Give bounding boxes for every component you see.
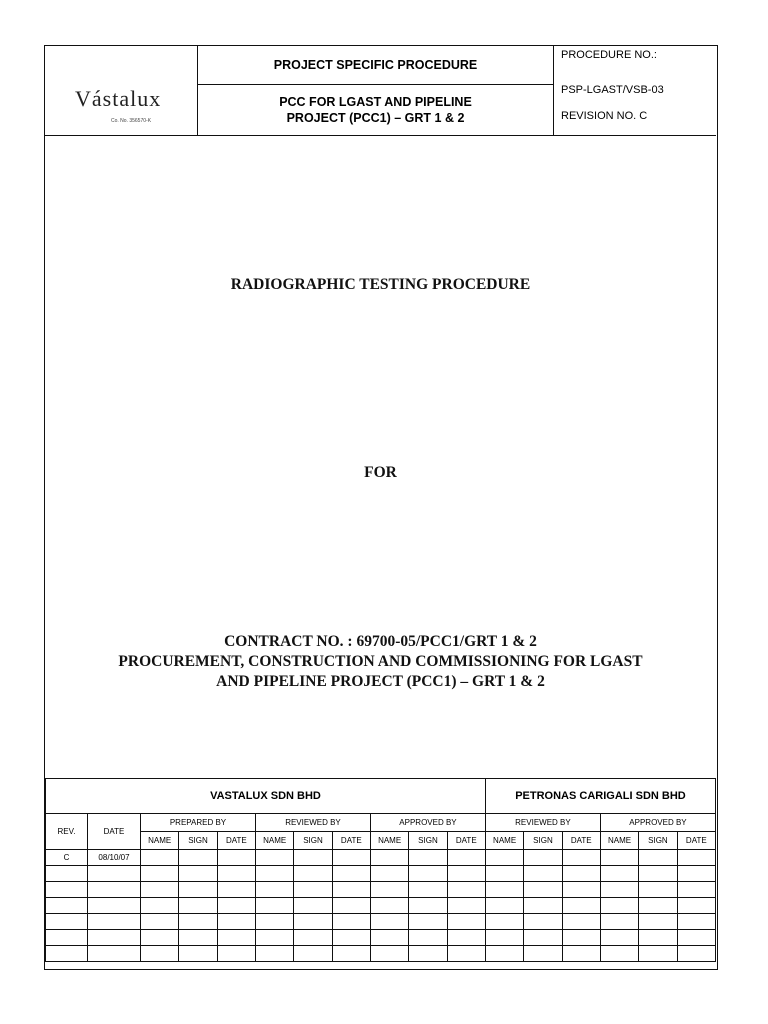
sub-header-name: NAME bbox=[370, 832, 408, 850]
group-header-approved: APPROVED BY bbox=[370, 814, 485, 832]
row-cell bbox=[524, 930, 562, 946]
procedure-type: PROJECT SPECIFIC PROCEDURE bbox=[198, 46, 553, 85]
row-cell bbox=[485, 930, 523, 946]
row-cell bbox=[332, 882, 370, 898]
row-cell bbox=[294, 866, 332, 882]
for-label: FOR bbox=[364, 464, 397, 481]
row-cell bbox=[370, 882, 408, 898]
row-cell bbox=[409, 946, 447, 962]
row-cell bbox=[332, 850, 370, 866]
row-rev bbox=[46, 882, 88, 898]
row-cell bbox=[562, 930, 600, 946]
revision-row bbox=[46, 866, 716, 882]
row-cell bbox=[677, 898, 715, 914]
row-cell bbox=[600, 898, 638, 914]
row-date bbox=[88, 946, 141, 962]
row-date bbox=[88, 930, 141, 946]
row-cell bbox=[255, 850, 293, 866]
sub-header-name: NAME bbox=[600, 832, 638, 850]
group-header-prepared: PREPARED BY bbox=[141, 814, 256, 832]
row-cell bbox=[332, 914, 370, 930]
row-cell bbox=[255, 866, 293, 882]
row-cell bbox=[447, 898, 485, 914]
sub-header-date: DATE bbox=[332, 832, 370, 850]
sub-header-name: NAME bbox=[485, 832, 523, 850]
sub-header-date: DATE bbox=[677, 832, 715, 850]
row-cell bbox=[524, 866, 562, 882]
row-cell bbox=[370, 898, 408, 914]
sub-header-date: DATE bbox=[562, 832, 600, 850]
row-cell bbox=[485, 898, 523, 914]
contract-block bbox=[45, 632, 716, 692]
row-cell bbox=[485, 914, 523, 930]
sub-header-date: DATE bbox=[447, 832, 485, 850]
row-cell bbox=[141, 850, 179, 866]
row-cell bbox=[485, 882, 523, 898]
row-cell bbox=[370, 850, 408, 866]
row-cell bbox=[217, 930, 255, 946]
row-cell bbox=[677, 914, 715, 930]
row-cell bbox=[524, 946, 562, 962]
row-cell bbox=[639, 946, 677, 962]
row-cell bbox=[600, 930, 638, 946]
row-cell bbox=[677, 946, 715, 962]
row-cell bbox=[677, 850, 715, 866]
row-cell bbox=[485, 866, 523, 882]
row-cell bbox=[600, 946, 638, 962]
sub-header-row bbox=[46, 832, 716, 850]
row-cell bbox=[217, 898, 255, 914]
revision-row bbox=[46, 914, 716, 930]
row-cell bbox=[370, 866, 408, 882]
project-title-line-2: PROJECT (PCC1) – GRT 1 & 2 bbox=[286, 111, 465, 125]
row-cell bbox=[447, 914, 485, 930]
group-header-client-approved: APPROVED BY bbox=[600, 814, 715, 832]
row-cell bbox=[370, 946, 408, 962]
row-cell bbox=[141, 914, 179, 930]
company-registration: Co. No. 356570-K bbox=[111, 118, 152, 124]
row-cell bbox=[639, 914, 677, 930]
row-cell bbox=[639, 930, 677, 946]
row-cell bbox=[294, 882, 332, 898]
row-cell bbox=[639, 866, 677, 882]
row-cell bbox=[217, 866, 255, 882]
row-cell bbox=[562, 850, 600, 866]
row-cell bbox=[677, 866, 715, 882]
row-cell bbox=[332, 866, 370, 882]
revision-row bbox=[46, 898, 716, 914]
row-cell bbox=[677, 882, 715, 898]
revision-row bbox=[46, 850, 716, 866]
row-cell bbox=[255, 930, 293, 946]
row-cell bbox=[294, 850, 332, 866]
row-cell bbox=[217, 914, 255, 930]
row-rev bbox=[46, 866, 88, 882]
row-cell bbox=[524, 914, 562, 930]
project-title-line-1: PCC FOR LGAST AND PIPELINE bbox=[279, 95, 472, 109]
row-cell bbox=[447, 850, 485, 866]
revision-number: REVISION NO. C bbox=[561, 110, 648, 122]
row-cell bbox=[141, 930, 179, 946]
sub-header-sign: SIGN bbox=[524, 832, 562, 850]
sub-header-name: NAME bbox=[141, 832, 179, 850]
company-logo: Vástalux bbox=[75, 86, 162, 111]
revision-row bbox=[46, 946, 716, 962]
row-cell bbox=[179, 898, 217, 914]
row-rev bbox=[46, 914, 88, 930]
row-cell bbox=[562, 946, 600, 962]
row-cell bbox=[562, 866, 600, 882]
row-cell bbox=[562, 914, 600, 930]
row-cell bbox=[255, 898, 293, 914]
row-rev: C bbox=[46, 850, 88, 866]
row-cell bbox=[255, 946, 293, 962]
row-cell bbox=[179, 930, 217, 946]
row-date: 08/10/07 bbox=[88, 850, 141, 866]
row-cell bbox=[141, 898, 179, 914]
row-rev bbox=[46, 930, 88, 946]
sub-header-sign: SIGN bbox=[179, 832, 217, 850]
contract-description-line-2: AND PIPELINE PROJECT (PCC1) – GRT 1 & 2 bbox=[216, 673, 545, 690]
row-rev bbox=[46, 946, 88, 962]
row-cell bbox=[141, 882, 179, 898]
sub-header-name: NAME bbox=[255, 832, 293, 850]
row-cell bbox=[255, 882, 293, 898]
sub-header-sign: SIGN bbox=[409, 832, 447, 850]
row-cell bbox=[409, 866, 447, 882]
row-cell bbox=[370, 914, 408, 930]
group-header-reviewed: REVIEWED BY bbox=[255, 814, 370, 832]
document-header bbox=[45, 46, 716, 136]
logo-cell bbox=[45, 46, 198, 135]
row-rev bbox=[46, 898, 88, 914]
row-cell bbox=[217, 882, 255, 898]
row-cell bbox=[600, 850, 638, 866]
procedure-label: PROCEDURE NO.: bbox=[561, 49, 657, 61]
title-cell bbox=[198, 46, 554, 135]
client-company: PETRONAS CARIGALI SDN BHD bbox=[485, 779, 715, 814]
row-cell bbox=[447, 866, 485, 882]
row-cell bbox=[677, 930, 715, 946]
row-cell bbox=[639, 898, 677, 914]
project-title bbox=[198, 85, 553, 135]
row-date bbox=[88, 914, 141, 930]
row-cell bbox=[179, 914, 217, 930]
row-cell bbox=[447, 930, 485, 946]
row-cell bbox=[409, 898, 447, 914]
contractor-company: VASTALUX SDN BHD bbox=[46, 779, 486, 814]
rev-header: REV. bbox=[46, 814, 88, 850]
row-cell bbox=[524, 850, 562, 866]
sub-header-sign: SIGN bbox=[294, 832, 332, 850]
row-cell bbox=[485, 946, 523, 962]
row-cell bbox=[600, 914, 638, 930]
row-cell bbox=[485, 850, 523, 866]
row-cell bbox=[294, 946, 332, 962]
row-cell bbox=[332, 930, 370, 946]
row-cell bbox=[524, 898, 562, 914]
row-cell bbox=[141, 946, 179, 962]
row-cell bbox=[217, 946, 255, 962]
signoff-table bbox=[45, 778, 716, 962]
row-cell bbox=[370, 930, 408, 946]
group-header-client-reviewed: REVIEWED BY bbox=[485, 814, 600, 832]
row-cell bbox=[294, 898, 332, 914]
date-header: DATE bbox=[88, 814, 141, 850]
document-title: RADIOGRAPHIC TESTING PROCEDURE bbox=[230, 276, 531, 293]
row-cell bbox=[639, 882, 677, 898]
contract-description-line-1: PROCUREMENT, CONSTRUCTION AND COMMISSIONING FOR LGAST bbox=[118, 653, 643, 670]
row-date bbox=[88, 882, 141, 898]
revision-row bbox=[46, 930, 716, 946]
row-cell bbox=[639, 850, 677, 866]
procedure-info-cell bbox=[554, 46, 716, 135]
document-page bbox=[44, 45, 718, 970]
row-cell bbox=[524, 882, 562, 898]
sub-header-date: DATE bbox=[217, 832, 255, 850]
row-cell bbox=[447, 946, 485, 962]
row-date bbox=[88, 866, 141, 882]
row-cell bbox=[217, 850, 255, 866]
row-cell bbox=[409, 930, 447, 946]
row-date bbox=[88, 898, 141, 914]
row-cell bbox=[179, 882, 217, 898]
row-cell bbox=[332, 946, 370, 962]
row-cell bbox=[179, 866, 217, 882]
row-cell bbox=[409, 914, 447, 930]
row-cell bbox=[409, 882, 447, 898]
row-cell bbox=[294, 930, 332, 946]
row-cell bbox=[141, 866, 179, 882]
row-cell bbox=[600, 882, 638, 898]
row-cell bbox=[409, 850, 447, 866]
row-cell bbox=[447, 882, 485, 898]
row-cell bbox=[294, 914, 332, 930]
procedure-number: PSP-LGAST/VSB-03 bbox=[561, 84, 664, 96]
contract-number: CONTRACT NO. : 69700-05/PCC1/GRT 1 & 2 bbox=[224, 633, 537, 650]
row-cell bbox=[179, 850, 217, 866]
row-cell bbox=[255, 914, 293, 930]
revision-row bbox=[46, 882, 716, 898]
row-cell bbox=[600, 866, 638, 882]
sub-header-sign: SIGN bbox=[639, 832, 677, 850]
row-cell bbox=[562, 882, 600, 898]
row-cell bbox=[179, 946, 217, 962]
row-cell bbox=[332, 898, 370, 914]
row-cell bbox=[562, 898, 600, 914]
